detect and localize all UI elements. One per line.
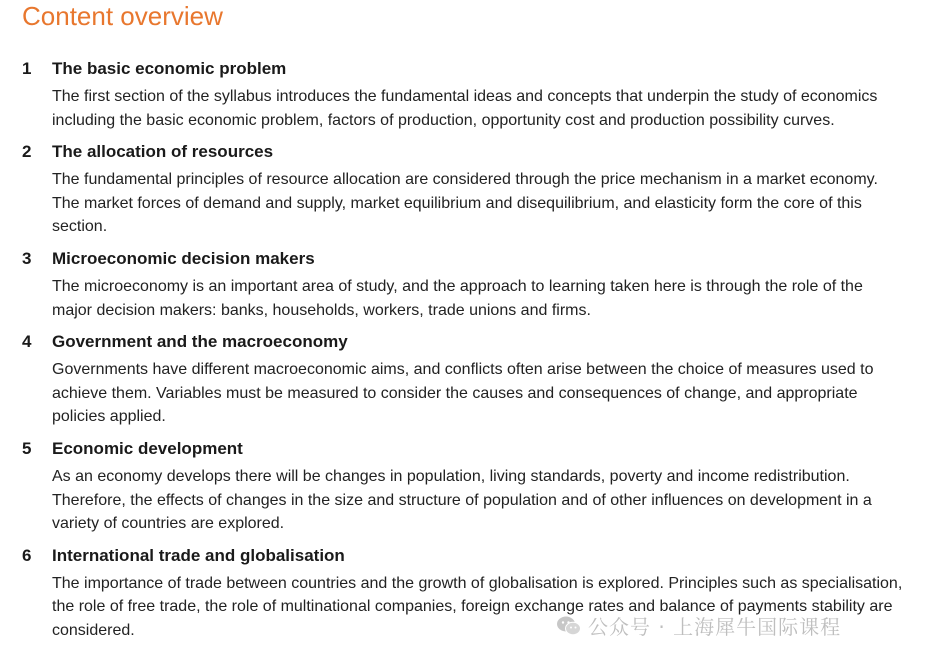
section-heading: Microeconomic decision makers: [52, 248, 315, 268]
section-heading: International trade and globalisation: [52, 545, 345, 565]
section-number: 6: [22, 545, 32, 565]
section-body: The first section of the syllabus introduces the fundamental ideas and concepts that underpin the study of economics including the basic economic problem, factors of production, opportunity cost and production possibility curves.: [52, 88, 878, 129]
section-number: 1: [22, 59, 32, 78]
section-microeconomic-decision-makers: [22, 247, 912, 322]
section-international-trade: [22, 544, 912, 643]
watermark-text: 公众号 · 上海犀牛国际课程: [588, 615, 842, 639]
section-basic-economic-problem: [22, 57, 912, 132]
section-header: [22, 247, 912, 271]
section-number: 2: [22, 142, 32, 162]
section-government-and-macroeconomy: [22, 330, 912, 429]
section-heading: Government and the macroeconomy: [52, 332, 348, 352]
section-heading: The allocation of resources: [52, 142, 274, 162]
page-title: Content overview: [22, 1, 223, 31]
section-body: The importance of trade between countries and the growth of globalisation is explored. Principles such as specialisation, the role of free trade, the role of multinational companies, foreign exchange rates and balance of payments stability are considered.: [52, 574, 903, 639]
section-header: [22, 57, 912, 81]
section-heading: Economic development: [52, 438, 243, 458]
section-number: 5: [22, 438, 32, 458]
section-body: The microeconomy is an important area of study, and the approach to learning taken here is through the role of the major decision makers: banks, households, workers, trade unions and firms.: [52, 277, 863, 319]
section-allocation-of-resources: [22, 140, 912, 239]
section-number: 4: [22, 332, 32, 352]
section-number: 3: [22, 248, 32, 268]
section-header: [22, 437, 912, 461]
section-heading: The basic economic problem: [52, 59, 287, 78]
section-body: As an economy develops there will be changes in population, living standards, poverty and income redistribution. Therefore, the effects of changes in the size and structure of population and of other influences on development in a variety of countries are explored.: [52, 467, 872, 533]
section-economic-development: [22, 437, 912, 536]
section-body: Governments have different macroeconomic aims, and conflicts often arise between the choice of measures used to achieve them. Variables must be measured to consider the causes and consequences of change, and appropriate policies applied.: [52, 361, 874, 426]
section-header: [22, 330, 912, 354]
section-header: [22, 544, 912, 568]
content-sections: [22, 57, 912, 651]
section-body: The fundamental principles of resource allocation are considered through the price mechanism in a market economy. The market forces of demand and supply, market equilibrium and disequilibrium, and elasticity form the core of this section.: [52, 171, 878, 236]
section-header: [22, 140, 912, 164]
